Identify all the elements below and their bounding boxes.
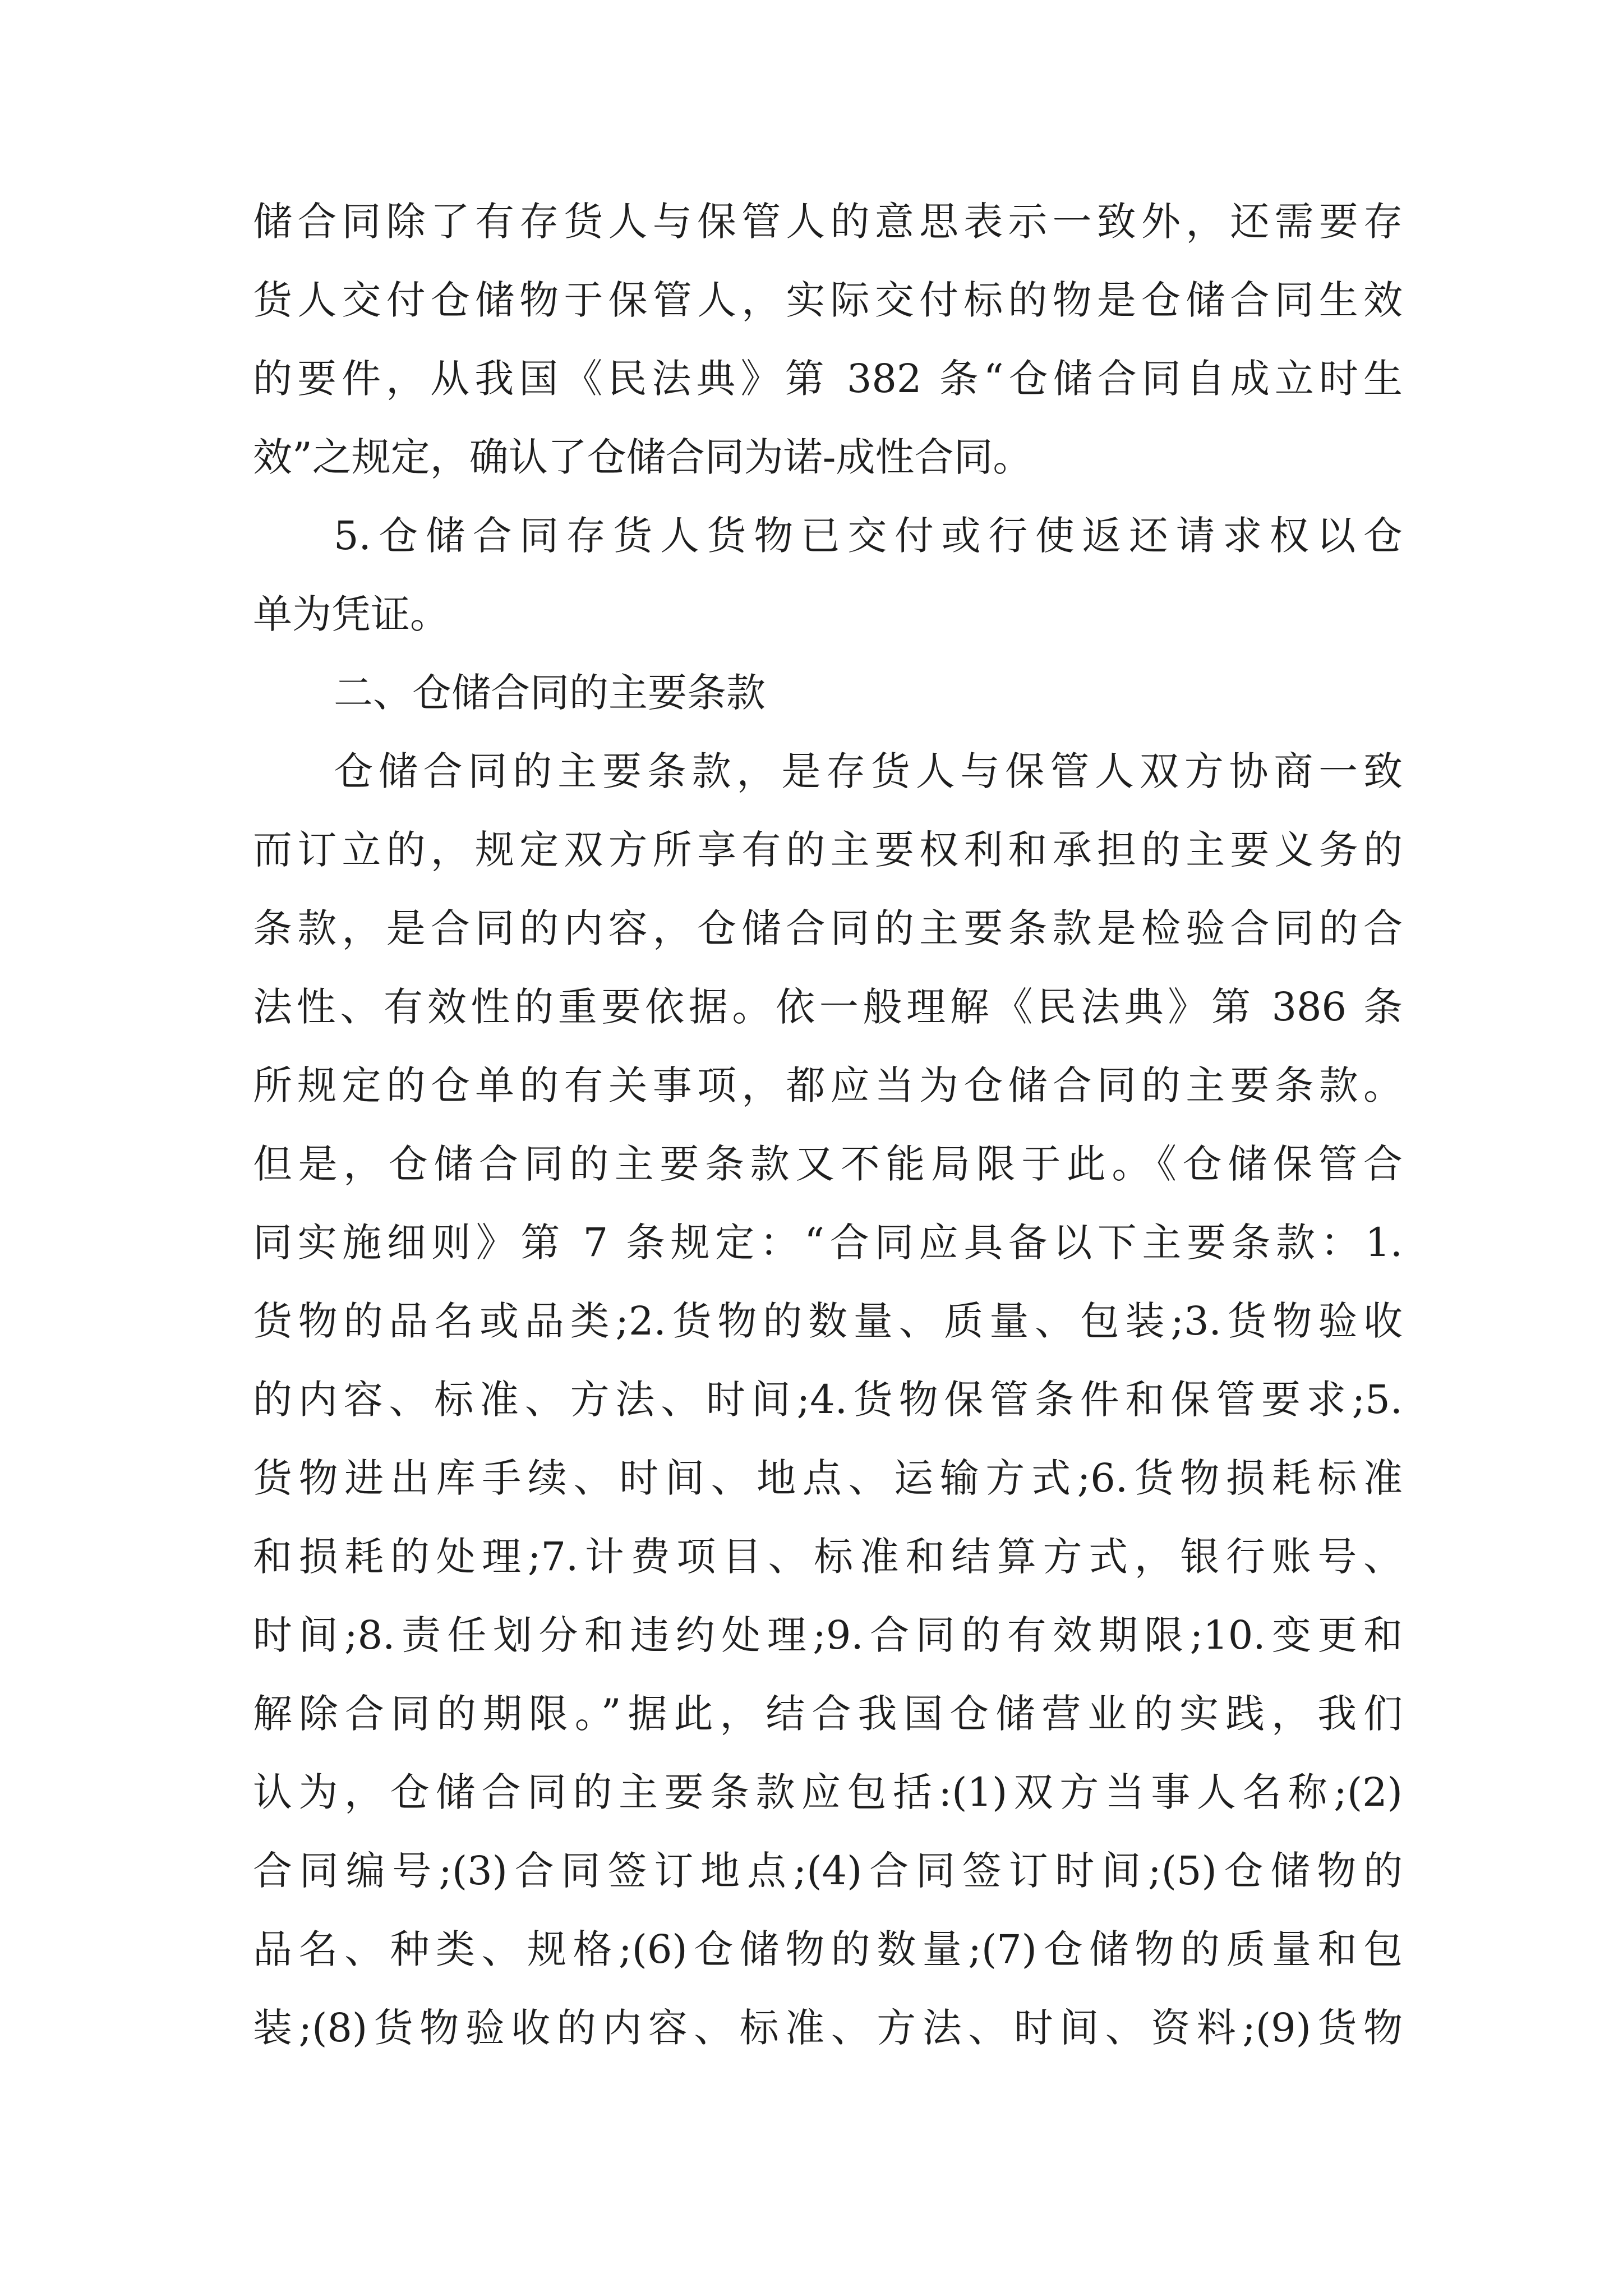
- paragraph-line: 和损耗的处理;7.计费项目、标准和结算方式，银行账号、: [253, 1534, 1403, 1580]
- paragraph-line: 的内容、标准、方法、时间;4.货物保管条件和保管要求;5.: [253, 1377, 1403, 1423]
- paragraph-line: 同实施细则》第 7 条规定：“合同应具备以下主要条款：1.: [253, 1220, 1403, 1266]
- paragraph-line: 认为，仓储合同的主要条款应包括:(1)双方当事人名称;(2): [253, 1769, 1403, 1815]
- paragraph-line: 货物进出库手续、时间、地点、运输方式;6.货物损耗标准: [253, 1455, 1403, 1501]
- paragraph-line: 货人交付仓储物于保管人，实际交付标的物是仓储合同生效: [253, 277, 1403, 323]
- section-heading: 二、仓储合同的主要条款: [334, 670, 766, 716]
- paragraph-line: 单为凭证。: [253, 591, 449, 637]
- paragraph-line: 效”之规定，确认了仓储合同为诺-成性合同。: [253, 434, 1032, 480]
- paragraph-line: 而订立的，规定双方所享有的主要权利和承担的主要义务的: [253, 827, 1403, 873]
- paragraph-line: 但是，仓储合同的主要条款又不能局限于此。《仓储保管合: [253, 1141, 1403, 1187]
- paragraph-line: 储合同除了有存货人与保管人的意思表示一致外，还需要存: [253, 199, 1403, 245]
- paragraph-line: 装;(8)货物验收的内容、标准、方法、时间、资料;(9)货物: [253, 2005, 1403, 2051]
- paragraph-line: 解除合同的期限。”据此，结合我国仓储营业的实践，我们: [253, 1691, 1403, 1737]
- paragraph-line: 法性、有效性的重要依据。依一般理解《民法典》第 386 条: [253, 984, 1403, 1030]
- paragraph-line: 仓储合同的主要条款，是存货人与保管人双方协商一致: [334, 748, 1403, 794]
- paragraph-line: 5.仓储合同存货人货物已交付或行使返还请求权以仓: [334, 513, 1403, 559]
- paragraph-line: 条款，是合同的内容，仓储合同的主要条款是检验合同的合: [253, 905, 1403, 951]
- paragraph-line: 货物的品名或品类;2.货物的数量、质量、包装;3.货物验收: [253, 1298, 1403, 1344]
- paragraph-line: 时间;8.责任划分和违约处理;9.合同的有效期限;10.变更和: [253, 1612, 1403, 1658]
- paragraph-line: 合同编号;(3)合同签订地点;(4)合同签订时间;(5)仓储物的: [253, 1848, 1403, 1894]
- paragraph-line: 所规定的仓单的有关事项，都应当为仓储合同的主要条款。: [253, 1062, 1403, 1108]
- paragraph-line: 品名、种类、规格;(6)仓储物的数量;(7)仓储物的质量和包: [253, 1926, 1403, 1972]
- paragraph-line: 的要件，从我国《民法典》第 382 条“仓储合同自成立时生: [253, 356, 1403, 402]
